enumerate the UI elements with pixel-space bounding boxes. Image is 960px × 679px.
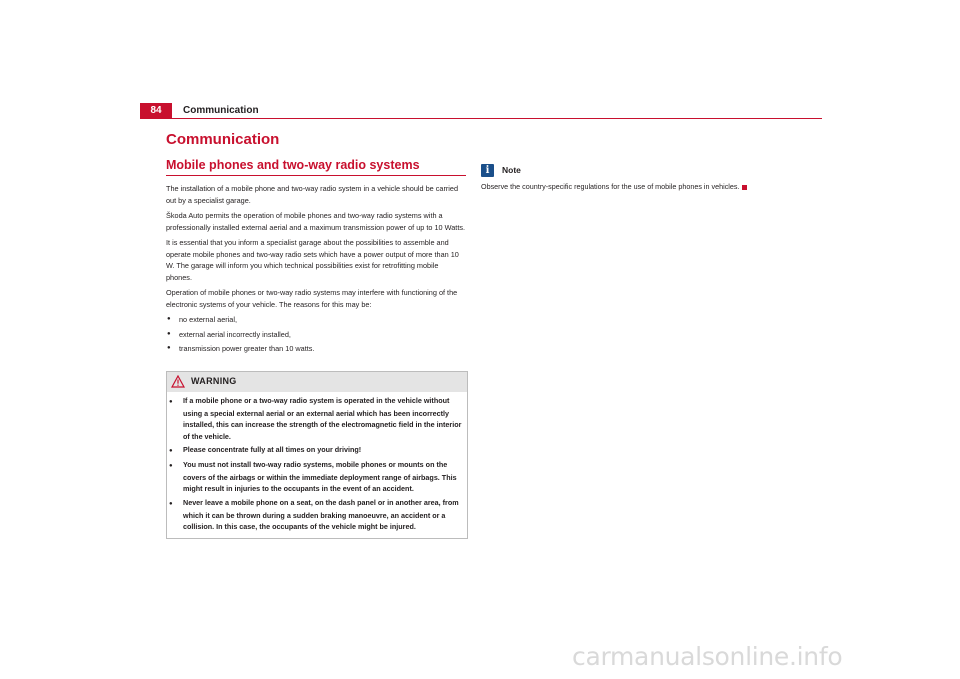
warning-header: [167, 372, 467, 392]
warning-box: [166, 371, 468, 539]
header-rule: [140, 118, 822, 119]
paragraph: The installation of a mobile phone and two-way radio system in a vehicle should be carried out by a specialist garage.: [166, 184, 459, 205]
paragraph: Škoda Auto permits the operation of mobile phones and two-way radio systems with a professionally installed external aerial and a maximum transmission power of up to 10 Watts.: [166, 211, 466, 232]
section-end-marker: [742, 185, 747, 190]
list-item: ● transmission power greater than 10 watts.: [166, 343, 466, 355]
section-rule: [166, 175, 466, 176]
list-item: ● external aerial incorrectly installed,: [166, 329, 466, 341]
body-text: [166, 183, 466, 358]
running-head: Communication: [183, 105, 259, 116]
section-title: Mobile phones and two-way radio systems: [166, 158, 420, 172]
note-title: Note: [502, 165, 521, 175]
page-number-badge: 84: [140, 103, 172, 119]
warning-body: [167, 392, 467, 538]
warning-item: ● If a mobile phone or a two-way radio system is operated in the vehicle without using a special external aerial or an external aerial which has been incorrectly installed, this can increase the strength of the electromagnetic field in the interior of the vehicle.: [169, 396, 462, 441]
info-icon: i: [481, 164, 494, 177]
warning-item: ● Never leave a mobile phone on a seat, on the dash panel or in another area, from which it can be thrown during a sudden braking manoeuvre, an accident or a collision. In this case, the occupants of the vehicle might be injured.: [169, 497, 459, 532]
list-item: ● no external aerial,: [166, 314, 466, 326]
watermark: carmanualsonline.info: [572, 642, 843, 671]
note-text: Observe the country-specific regulations for the use of mobile phones in vehicles.: [481, 181, 821, 192]
chapter-title: Communication: [166, 131, 280, 148]
paragraph: Operation of mobile phones or two-way radio systems may interfere with functioning of the electronic systems of your vehicle. The reasons for this may be:: [166, 288, 458, 309]
warning-item: ● Please concentrate fully at all times on your driving!: [169, 444, 362, 454]
warning-item: ● You must not install two-way radio systems, mobile phones or mounts on the covers of the airbags or within the immediate deployment range of airbags. This might result in injuries to the occupants in the event of an accident.: [169, 460, 457, 494]
reasons-list: [166, 314, 466, 355]
warning-title: WARNING: [191, 376, 237, 386]
paragraph: It is essential that you inform a specialist garage about the possibilities to assemble and operate mobile phones and two-way radio sets which have a power output of more than 10 W. The garage will inform you which technical possibilities exist for retrofitting mobile phones.: [166, 238, 459, 282]
warning-triangle-icon: [171, 375, 185, 388]
